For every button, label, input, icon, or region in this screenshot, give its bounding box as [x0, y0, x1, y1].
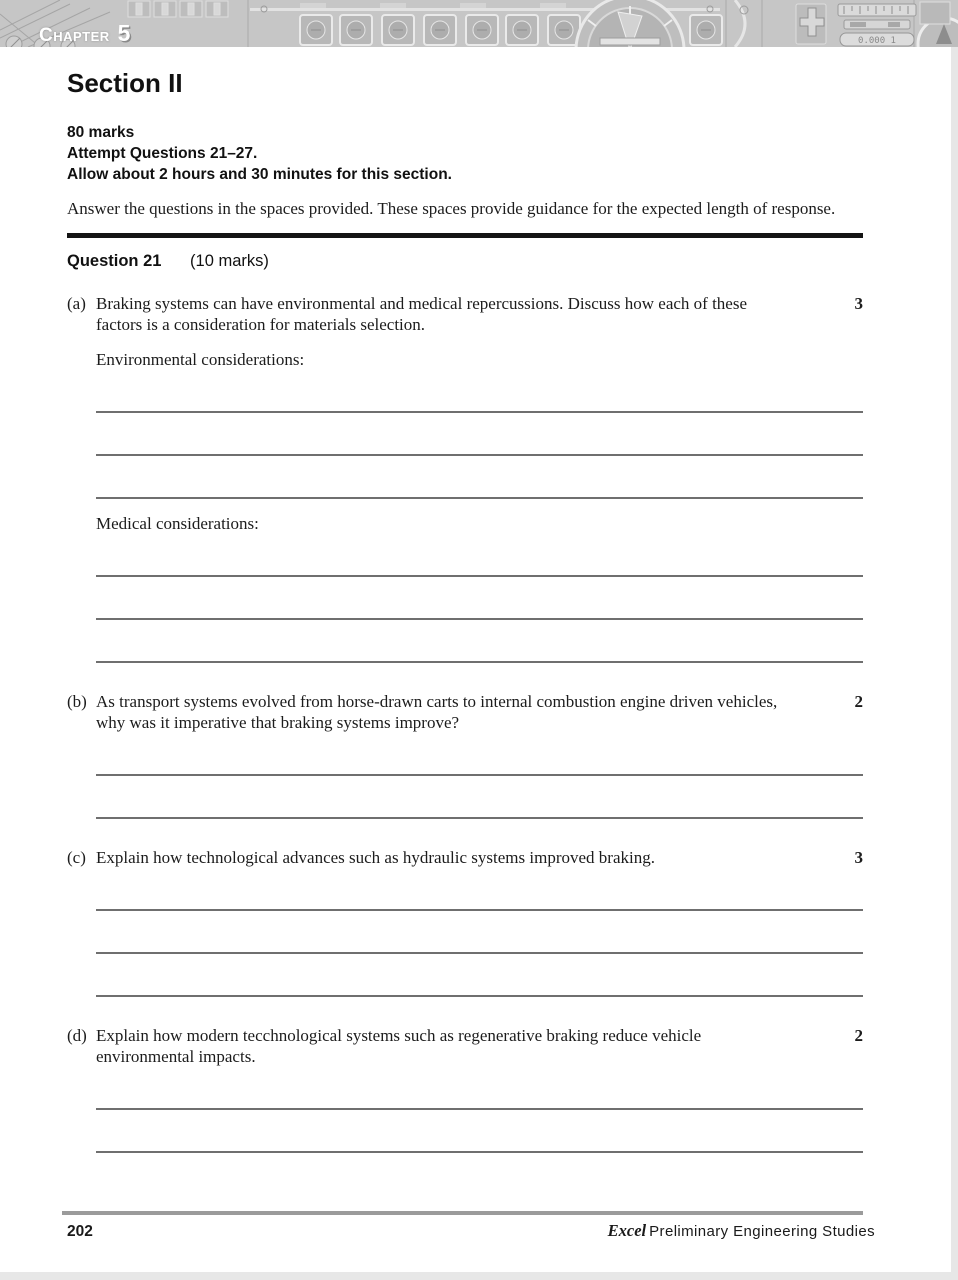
answer-line [96, 868, 863, 911]
answer-line [96, 577, 863, 620]
total-marks-line: 80 marks [67, 124, 135, 141]
question-part [67, 691, 863, 819]
answer-category-label: Medical considerations: [96, 514, 259, 533]
book-subtitle: Preliminary Engineering Studies [649, 1223, 875, 1240]
part-id: (d) [67, 1026, 87, 1045]
part-marks: 3 [854, 848, 863, 867]
chapter-header-banner [0, 0, 958, 47]
attempt-line: Attempt Questions 21–27. [67, 145, 258, 162]
question-part [67, 847, 863, 997]
section-info [67, 122, 863, 185]
answer-line [96, 370, 863, 413]
question-part [67, 293, 863, 663]
chapter-word: Chapter [39, 25, 110, 46]
footer-rule [62, 1211, 863, 1215]
question-part-row [67, 847, 863, 868]
svg-text:0.000 1: 0.000 1 [858, 36, 896, 46]
section-divider-rule [67, 233, 863, 238]
answer-line [96, 954, 863, 997]
side-module-icon [920, 2, 950, 24]
instructions-text: Answer the questions in the spaces provided. These spaces provide guidance for the expected length of response. [67, 199, 836, 218]
answer-line [96, 534, 863, 577]
page-footer [0, 1211, 958, 1241]
question-part-row [67, 293, 863, 335]
answer-line [96, 1067, 863, 1110]
answer-line [96, 456, 863, 499]
answer-line [96, 1110, 863, 1153]
part-text: As transport systems evolved from horse-drawn carts to internal combustion engine driven vehicles, why was it imperative that braking systems improve? [96, 692, 778, 732]
question-parts [67, 293, 863, 1153]
part-id: (c) [67, 848, 86, 867]
part-marks: 3 [854, 294, 863, 313]
part-id: (b) [67, 692, 87, 711]
page-content [67, 68, 863, 1153]
part-marks: 2 [854, 692, 863, 711]
answer-lines-group [96, 1067, 863, 1153]
answer-line [96, 620, 863, 663]
part-text: Braking systems can have environmental and medical repercussions. Discuss how each of these factors is a consideration for materials selection. [96, 294, 748, 334]
book-title [608, 1221, 875, 1241]
answer-lines-group [96, 733, 863, 819]
scan-edge-right [951, 47, 958, 1280]
part-marks: 2 [854, 1026, 863, 1045]
chapter-label [39, 20, 131, 47]
answer-line [96, 911, 863, 954]
question-part-row [67, 1025, 863, 1067]
answer-lines-group [96, 868, 863, 997]
section-title: Section II [67, 68, 183, 98]
answer-lines-group [96, 534, 863, 663]
answer-line [96, 413, 863, 456]
page-number: 202 [67, 1223, 93, 1240]
answer-lines-group [96, 370, 863, 499]
chapter-number: 5 [117, 20, 131, 46]
answer-category-label: Environmental considerations: [96, 350, 305, 369]
book-series-name: Excel [607, 1221, 647, 1240]
scale-ruler-icon [838, 4, 916, 29]
answer-line [96, 776, 863, 819]
question-number: Question 21 [67, 252, 162, 270]
answer-line [96, 733, 863, 776]
cockpit-panel-illustration [0, 0, 958, 47]
part-id: (a) [67, 294, 86, 313]
footer-row [62, 1221, 875, 1241]
crosshair-icon [796, 4, 826, 44]
question-marks: (10 marks) [190, 252, 269, 270]
digital-display [840, 33, 914, 46]
question-part [67, 1025, 863, 1153]
part-text: Explain how technological advances such as hydraulic systems improved braking. [96, 848, 655, 867]
part-text: Explain how modern tecchnological systems such as regenerative braking reduce vehicle environmental impacts. [96, 1026, 702, 1066]
time-allowance-line: Allow about 2 hours and 30 minutes for this section. [67, 166, 452, 183]
question-part-row [67, 691, 863, 733]
question-header [67, 252, 863, 271]
scan-edge-bottom [0, 1272, 958, 1280]
